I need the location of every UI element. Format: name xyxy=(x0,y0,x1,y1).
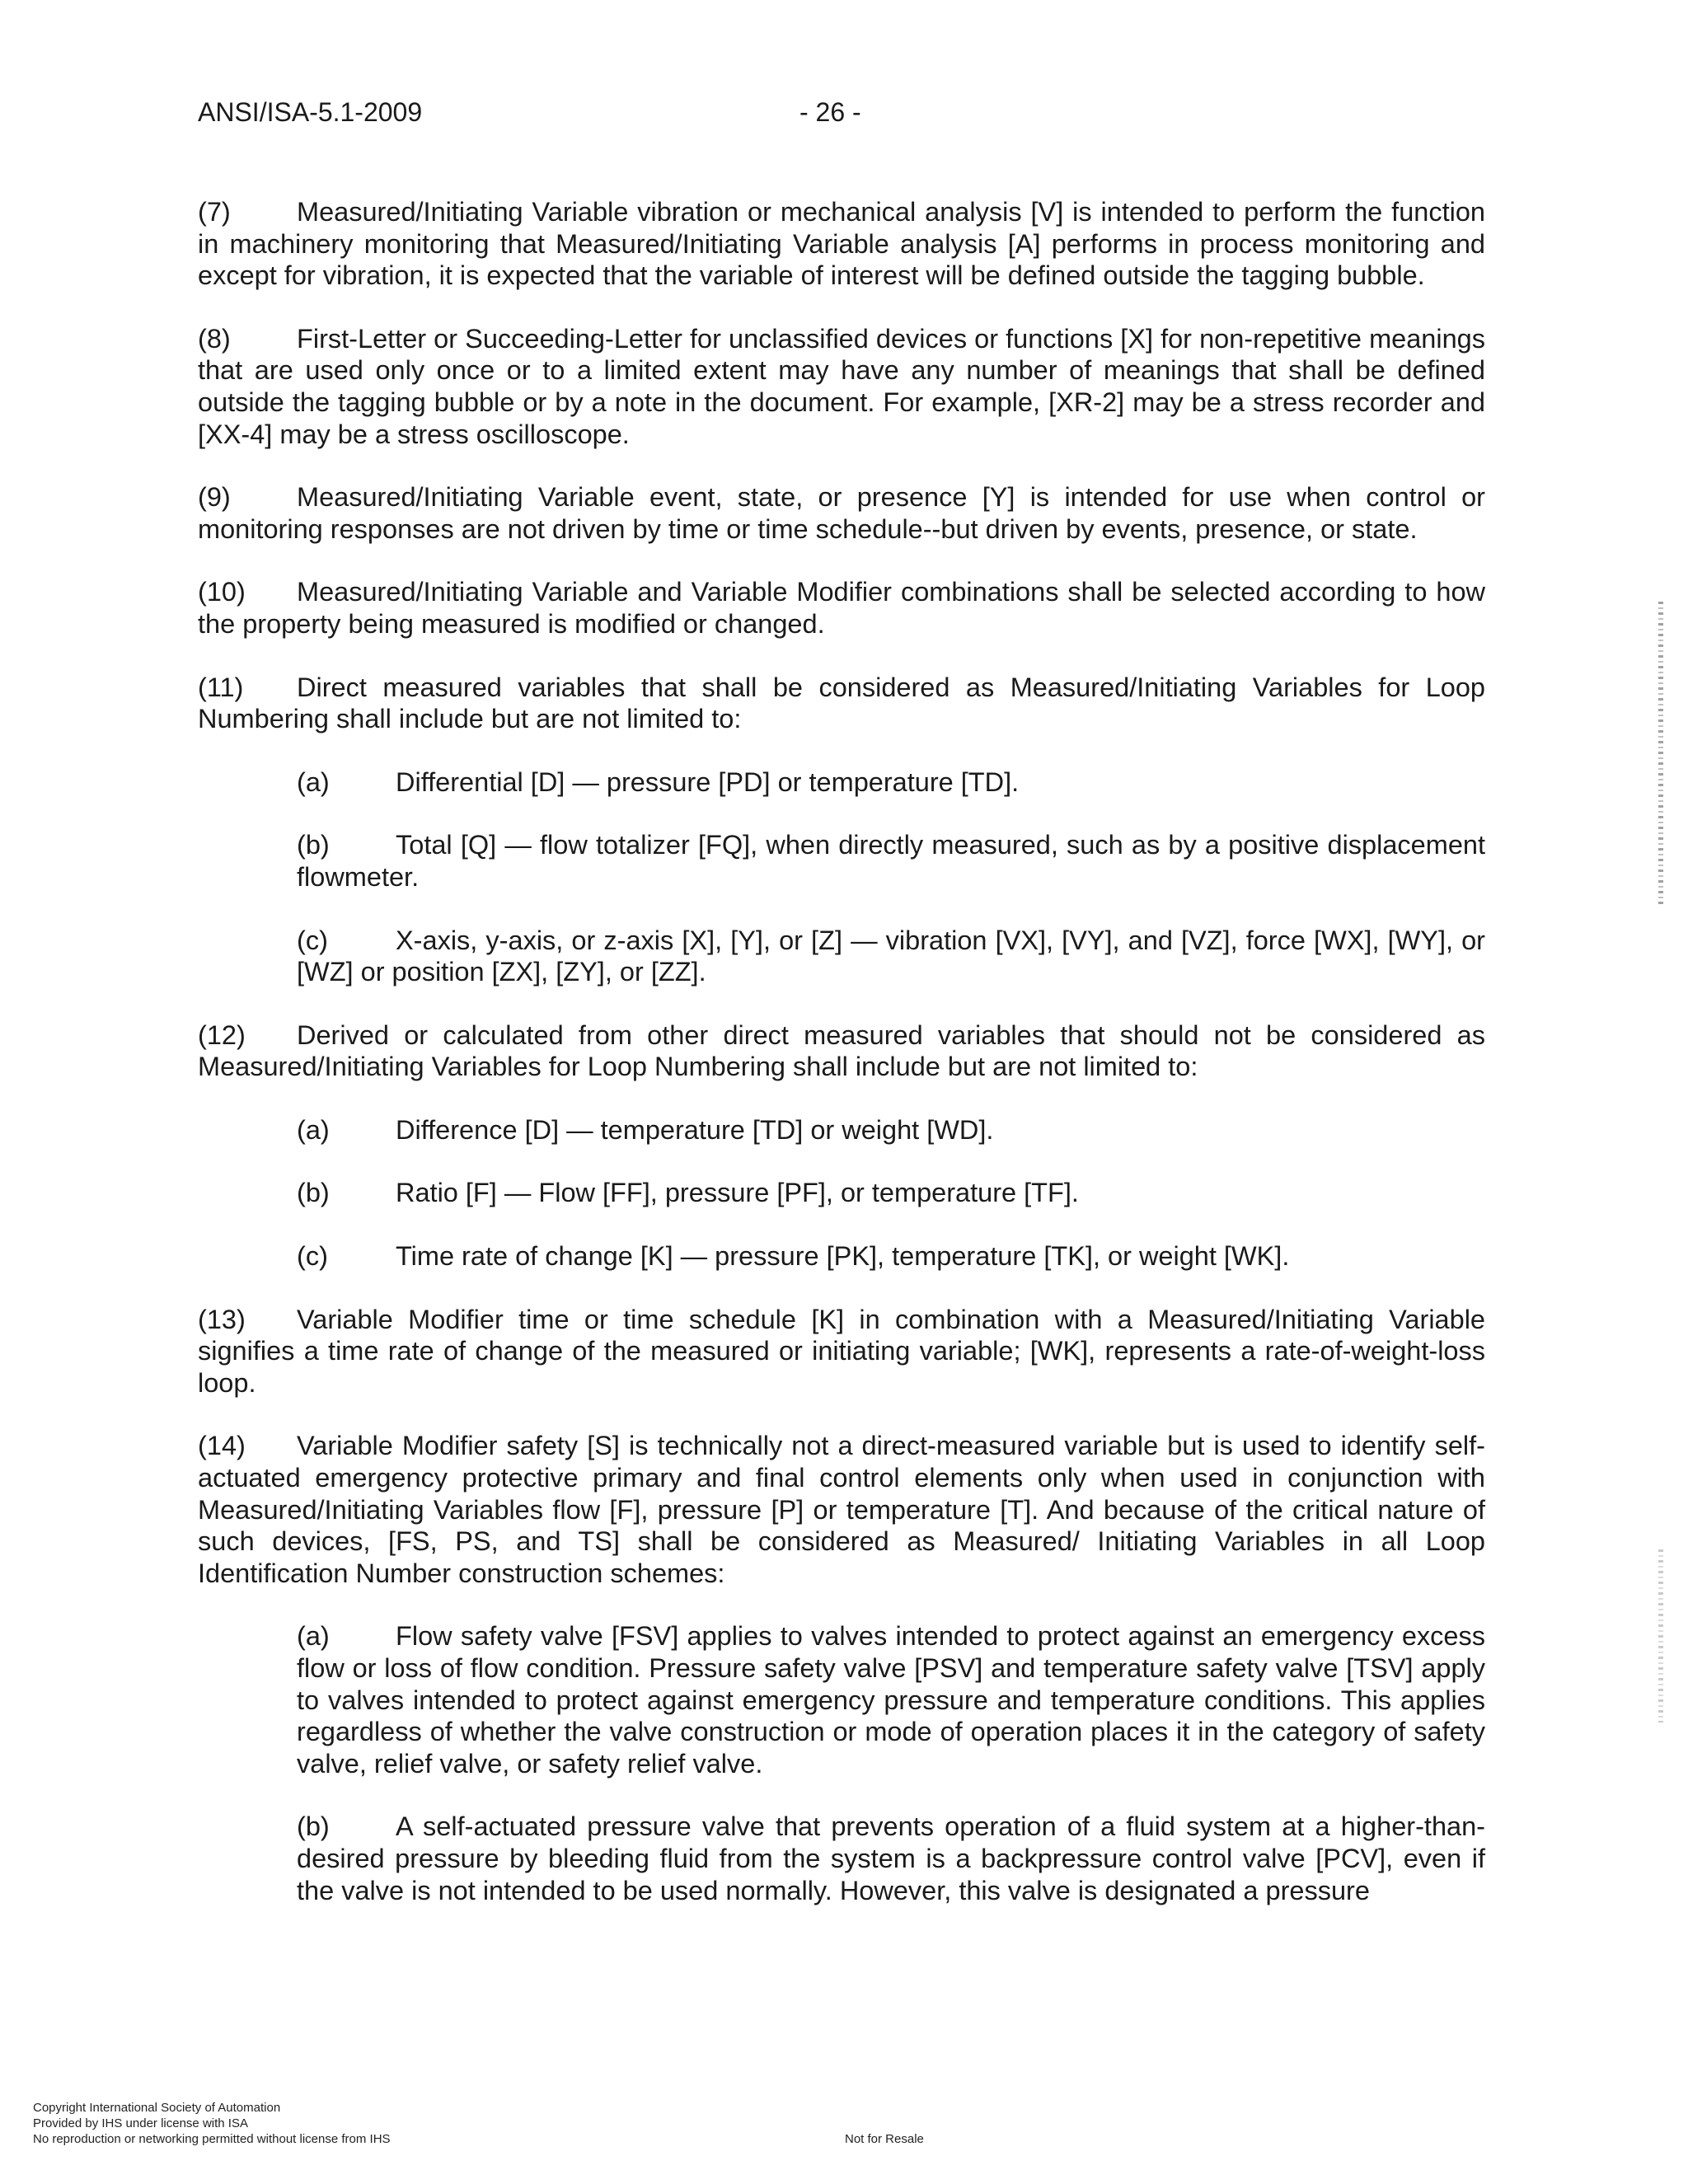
paragraph-10 xyxy=(198,576,1485,640)
paragraph-9 xyxy=(198,481,1485,545)
paragraph-number: (13) xyxy=(198,1304,246,1334)
item-text: Time rate of change [K] — pressure [PK], temperature [TK], or weight [WK]. xyxy=(396,1241,1290,1272)
list-item-11b xyxy=(297,829,1485,893)
item-letter: (b) xyxy=(297,1811,330,1842)
list-item-11a xyxy=(297,766,1485,799)
paragraph-number: (12) xyxy=(198,1019,246,1050)
paragraph-12 xyxy=(198,1019,1485,1083)
list-item-14a xyxy=(297,1620,1485,1779)
item-letter: (a) xyxy=(297,1114,330,1145)
paragraph-text: Measured/Initiating Variable event, state, or presence [Y] is intended for use when control or monitoring responses are not driven by time or time schedule--but driven by events, presence, or state. xyxy=(198,482,1485,544)
item-text: A self-actuated pressure valve that prevents operation of a fluid system at a higher-than-desired pressure by bleeding fluid from the system is a backpressure control valve [PCV], even if the valve is not intended to be used normally. However, this valve is designated a pressure xyxy=(297,1811,1485,1905)
paragraph-number: (10) xyxy=(198,577,246,607)
paragraph-number: (7) xyxy=(198,197,231,227)
paragraph-7 xyxy=(198,196,1485,292)
paragraph-13 xyxy=(198,1304,1485,1399)
list-item-12c xyxy=(297,1240,1485,1272)
item-text: Ratio [F] — Flow [FF], pressure [PF], or temperature [TF]. xyxy=(396,1178,1079,1208)
license-line: Provided by IHS under license with ISA xyxy=(33,2116,248,2130)
item-letter: (b) xyxy=(297,830,330,860)
paragraph-number: (11) xyxy=(198,672,244,702)
paragraph-text: Direct measured variables that shall be considered as Measured/Initiating Variables for Loop Numbering shall include but are not limited to: xyxy=(198,672,1485,734)
list-item-12a xyxy=(297,1114,1485,1146)
list-item-11c xyxy=(297,925,1485,988)
paragraph-number: (8) xyxy=(198,323,231,354)
paragraph-8 xyxy=(198,323,1485,450)
paragraph-text: Variable Modifier time or time schedule [K] in combination with a Measured/Initiating Variable signifies a time rate of change of the measured or initiating variable; [WK], represents a rate-of-weight-loss loop. xyxy=(198,1304,1485,1398)
item-text: Total [Q] — flow totalizer [FQ], when directly measured, such as by a positive displacement flowmeter. xyxy=(297,830,1485,892)
item-letter: (a) xyxy=(297,1621,330,1652)
list-item-12b xyxy=(297,1177,1485,1209)
item-text: X-axis, y-axis, or z-axis [X], [Y], or [Z] — vibration [VX], [VY], and [VZ], force [WX], [WY], or [WZ] or position [ZX], [ZY], or [ZZ]. xyxy=(297,925,1485,987)
paragraph-11 xyxy=(198,672,1485,735)
paragraph-text: First-Letter or Succeeding-Letter for unclassified devices or functions [X] for non-repetitive meanings that are used only once or to a limited extent may have any number of meanings that shall be defined outside the tagging bubble or by a note in the document. For example, [XR-2] may be a stress recorder and [XX-4] may be a stress oscilloscope. xyxy=(198,323,1485,449)
page-header xyxy=(198,97,1484,134)
item-letter: (c) xyxy=(297,1241,328,1272)
item-letter: (c) xyxy=(297,925,328,955)
paragraph-text: Derived or calculated from other direct measured variables that should not be considered as Measured/Initiating Variables for Loop Numbering shall include but are not limited to: xyxy=(198,1019,1485,1082)
item-text: Difference [D] — temperature [TD] or weight [WD]. xyxy=(396,1114,994,1145)
paragraph-number: (14) xyxy=(198,1431,246,1461)
item-letter: (b) xyxy=(297,1178,330,1208)
list-item-14b xyxy=(297,1811,1485,1906)
paragraph-14 xyxy=(198,1430,1485,1589)
not-for-resale-label: Not for Resale xyxy=(845,2132,924,2146)
paragraph-text: Measured/Initiating Variable vibration or mechanical analysis [V] is intended to perform the function in machinery monitoring that Measured/Initiating Variable analysis [A] performs in process monitoring and except for vibration, it is expected that the variable of interest will be defined outside the tagging bubble. xyxy=(198,197,1485,291)
item-text: Differential [D] — pressure [PD] or temperature [TD]. xyxy=(396,766,1020,797)
page-number: - 26 - xyxy=(799,97,861,127)
margin-scan-mark xyxy=(1658,602,1663,907)
reproduction-line: No reproduction or networking permitted without license from IHS xyxy=(33,2132,391,2146)
margin-scan-mark xyxy=(1658,1549,1663,1722)
copyright-line: Copyright International Society of Automation xyxy=(33,2101,281,2115)
item-letter: (a) xyxy=(297,766,330,797)
paragraph-number: (9) xyxy=(198,482,231,513)
document-id: ANSI/ISA-5.1-2009 xyxy=(198,97,423,127)
paragraph-text: Variable Modifier safety [S] is technically not a direct-measured variable but is used to identify self-actuated emergency protective primary and final control elements only when used in conjunction with Measured/Initiating Variables flow [F], pressure [P] or temperature [T]. And because of the critical nature of such devices, [FS, PS, and TS] shall be considered as Measured/ Initiating Variables in all Loop Identification Number construction schemes: xyxy=(198,1431,1485,1588)
page-footer xyxy=(33,2100,1648,2147)
paragraph-text: Measured/Initiating Variable and Variable Modifier combinations shall be selected according to how the property being measured is modified or changed. xyxy=(198,577,1485,639)
document-body xyxy=(198,196,1485,1938)
item-text: Flow safety valve [FSV] applies to valves intended to protect against an emergency excess flow or loss of flow condition. Pressure safety valve [PSV] and temperature safety valve [TSV] apply to valves intended to protect against emergency pressure and temperature conditions. This applies regardless of whether the valve construction or mode of operation places it in the category of safety valve, relief valve, or safety relief valve. xyxy=(297,1621,1485,1779)
